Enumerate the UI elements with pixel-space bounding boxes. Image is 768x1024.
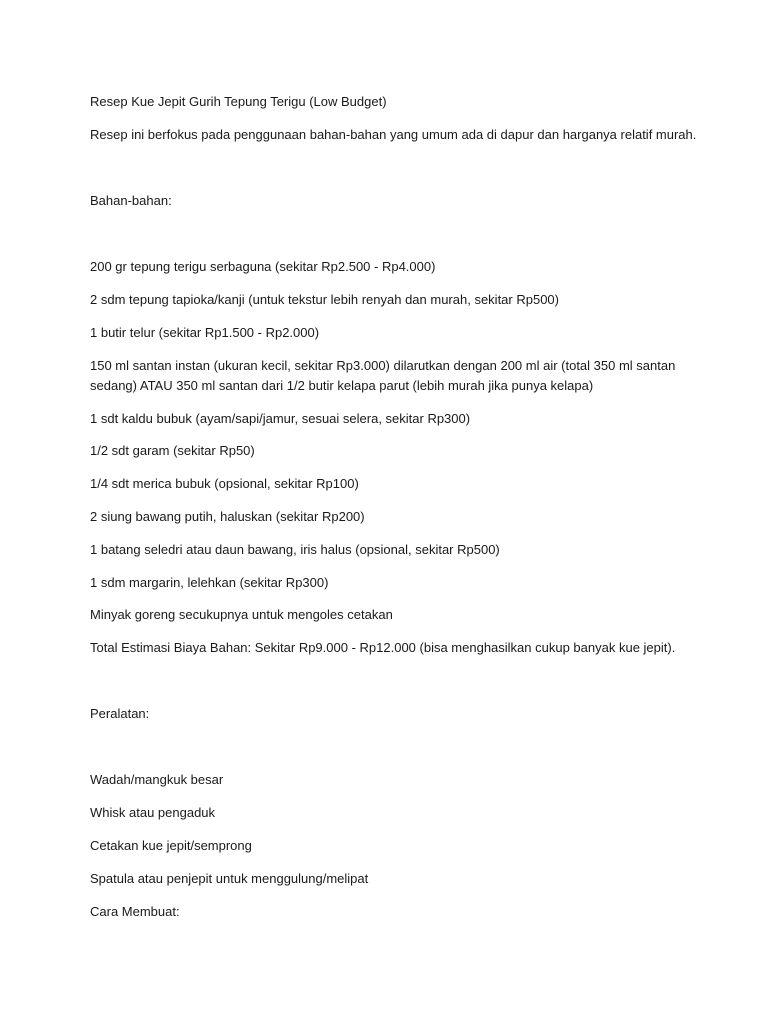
ingredient-item: 1 sdm margarin, lelehkan (sekitar Rp300) xyxy=(90,575,329,590)
ingredient-item: 1/2 sdt garam (sekitar Rp50) xyxy=(90,443,255,458)
document-title: Resep Kue Jepit Gurih Tepung Terigu (Low Budget) xyxy=(90,94,387,109)
ingredients-heading: Bahan-bahan: xyxy=(90,193,172,208)
ingredient-item: 1 batang seledri atau daun bawang, iris halus (opsional, sekitar Rp500) xyxy=(90,542,500,557)
tool-item: Cetakan kue jepit/semprong xyxy=(90,838,252,853)
ingredient-item: 200 gr tepung terigu serbaguna (sekitar Rp2.500 - Rp4.000) xyxy=(90,259,436,274)
ingredient-item: Minyak goreng secukupnya untuk mengoles cetakan xyxy=(90,607,393,622)
total-estimate: Total Estimasi Biaya Bahan: Sekitar Rp9.000 - Rp12.000 (bisa menghasilkan cukup banyak kue jepit). xyxy=(90,640,676,655)
ingredient-item: 150 ml santan instan (ukuran kecil, sekitar Rp3.000) dilarutkan dengan 200 ml air (total 350 ml santan sedang) ATAU 350 ml santan dari 1/2 butir kelapa parut (lebih murah jika punya kelapa) xyxy=(90,358,676,393)
ingredient-item: 2 siung bawang putih, haluskan (sekitar Rp200) xyxy=(90,509,365,524)
ingredient-item: 1/4 sdt merica bubuk (opsional, sekitar Rp100) xyxy=(90,476,359,491)
method-heading: Cara Membuat: xyxy=(90,904,180,919)
document-intro: Resep ini berfokus pada penggunaan bahan-bahan yang umum ada di dapur dan harganya relatif murah. xyxy=(90,127,697,142)
ingredient-item: 1 sdt kaldu bubuk (ayam/sapi/jamur, sesuai selera, sekitar Rp300) xyxy=(90,411,471,426)
tool-item: Wadah/mangkuk besar xyxy=(90,772,224,787)
ingredient-item: 1 butir telur (sekitar Rp1.500 - Rp2.000) xyxy=(90,325,320,340)
tool-item: Whisk atau pengaduk xyxy=(90,805,216,820)
ingredient-item: 2 sdm tepung tapioka/kanji (untuk tekstur lebih renyah dan murah, sekitar Rp500) xyxy=(90,292,559,307)
tools-heading: Peralatan: xyxy=(90,706,150,721)
tool-item: Spatula atau penjepit untuk menggulung/melipat xyxy=(90,871,369,886)
